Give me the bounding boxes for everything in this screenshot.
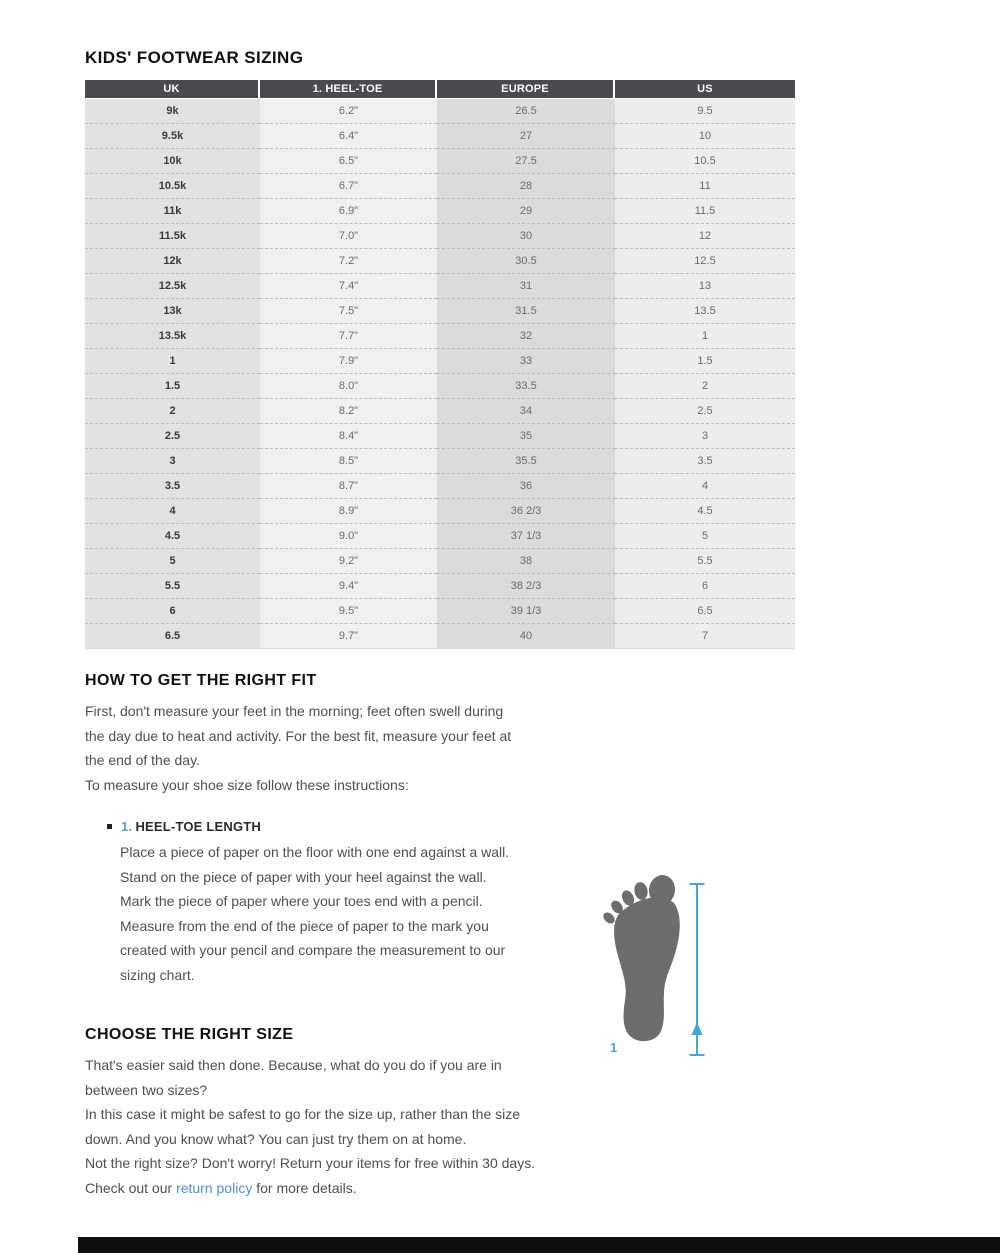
table-row bbox=[85, 349, 795, 374]
fit-paragraph-1: First, don't measure your feet in the morning; feet often swell during the day due to heat and activity. For the best fit, measure your feet at the end of the day. bbox=[85, 703, 512, 768]
table-cell-heel-toe: 9.4" bbox=[260, 574, 437, 599]
table-cell-europe: 34 bbox=[437, 399, 615, 424]
table-cell-us: 9.5 bbox=[615, 99, 795, 124]
table-row bbox=[85, 299, 795, 324]
table-cell-heel-toe: 9.0" bbox=[260, 524, 437, 549]
table-row bbox=[85, 199, 795, 224]
choose-section-copy bbox=[85, 1053, 537, 1200]
table-cell-europe: 33 bbox=[437, 349, 615, 374]
table-cell-uk: 5.5 bbox=[85, 574, 260, 599]
step-heading bbox=[107, 819, 261, 834]
table-cell-europe: 36 2/3 bbox=[437, 499, 615, 524]
return-policy-link[interactable]: return policy bbox=[176, 1179, 253, 1196]
table-cell-heel-toe: 9.7" bbox=[260, 624, 437, 649]
table-cell-uk: 6.5 bbox=[85, 624, 260, 649]
table-cell-uk: 10.5k bbox=[85, 174, 260, 199]
table-cell-uk: 11k bbox=[85, 199, 260, 224]
table-row bbox=[85, 574, 795, 599]
table-cell-uk: 12.5k bbox=[85, 274, 260, 299]
table-cell-heel-toe: 8.4" bbox=[260, 424, 437, 449]
table-cell-europe: 28 bbox=[437, 174, 615, 199]
table-row bbox=[85, 599, 795, 624]
fit-section-heading: HOW TO GET THE RIGHT FIT bbox=[85, 672, 317, 689]
table-row bbox=[85, 99, 795, 124]
table-cell-us: 4.5 bbox=[615, 499, 795, 524]
table-cell-heel-toe: 8.0" bbox=[260, 374, 437, 399]
table-cell-us: 10 bbox=[615, 124, 795, 149]
table-cell-europe: 30 bbox=[437, 224, 615, 249]
table-cell-europe: 39 1/3 bbox=[437, 599, 615, 624]
table-cell-heel-toe: 7.7" bbox=[260, 324, 437, 349]
table-row bbox=[85, 149, 795, 174]
step-title: HEEL-TOE LENGTH bbox=[135, 819, 262, 834]
table-cell-us: 12 bbox=[615, 224, 795, 249]
table-cell-us: 2 bbox=[615, 374, 795, 399]
table-row bbox=[85, 249, 795, 274]
table-row bbox=[85, 224, 795, 249]
table-cell-us: 13 bbox=[615, 274, 795, 299]
step-instructions: Place a piece of paper on the floor with one end against a wall. Stand on the piece of paper with your heel against the wall. Mark the piece of paper where your toes end with a pencil. Measure from the end of the piece of paper to the mark you created with your pencil and compare the measurement to our sizing chart. bbox=[120, 844, 510, 983]
table-cell-heel-toe: 7.4" bbox=[260, 274, 437, 299]
table-row bbox=[85, 174, 795, 199]
column-header-europe: EUROPE bbox=[437, 80, 615, 98]
table-cell-uk: 2.5 bbox=[85, 424, 260, 449]
table-cell-europe: 31 bbox=[437, 274, 615, 299]
page-title: KIDS' FOOTWEAR SIZING bbox=[85, 48, 304, 67]
table-cell-europe: 33.5 bbox=[437, 374, 615, 399]
diagram-step-label: 1 bbox=[610, 1040, 618, 1055]
table-cell-uk: 9k bbox=[85, 99, 260, 124]
table-cell-us: 6 bbox=[615, 574, 795, 599]
choose-paragraph-3-before: Not the right size? Don't worry! Return your items for free within 30 days. Check out our bbox=[85, 1155, 536, 1196]
table-cell-uk: 13.5k bbox=[85, 324, 260, 349]
table-cell-europe: 38 2/3 bbox=[437, 574, 615, 599]
table-cell-us: 4 bbox=[615, 474, 795, 499]
table-cell-us: 11.5 bbox=[615, 199, 795, 224]
table-cell-heel-toe: 8.5" bbox=[260, 449, 437, 474]
table-cell-uk: 1 bbox=[85, 349, 260, 374]
table-row bbox=[85, 124, 795, 149]
sizing-table-header bbox=[85, 80, 795, 98]
choose-paragraph-3 bbox=[85, 1151, 537, 1200]
table-row bbox=[85, 524, 795, 549]
table-cell-uk: 6 bbox=[85, 599, 260, 624]
table-cell-uk: 1.5 bbox=[85, 374, 260, 399]
table-row bbox=[85, 449, 795, 474]
bullet-square-icon bbox=[107, 824, 112, 829]
table-cell-heel-toe: 8.2" bbox=[260, 399, 437, 424]
table-cell-europe: 27.5 bbox=[437, 149, 615, 174]
table-cell-europe: 35.5 bbox=[437, 449, 615, 474]
table-cell-europe: 35 bbox=[437, 424, 615, 449]
fit-paragraph-2: To measure your shoe size follow these instructions: bbox=[85, 776, 409, 793]
table-cell-heel-toe: 6.9" bbox=[260, 199, 437, 224]
table-cell-europe: 38 bbox=[437, 549, 615, 574]
table-cell-heel-toe: 7.9" bbox=[260, 349, 437, 374]
table-cell-us: 1.5 bbox=[615, 349, 795, 374]
foot-measurement-diagram bbox=[598, 872, 710, 1062]
table-cell-heel-toe: 6.2" bbox=[260, 99, 437, 124]
table-cell-europe: 30.5 bbox=[437, 249, 615, 274]
table-cell-heel-toe: 9.5" bbox=[260, 599, 437, 624]
table-row bbox=[85, 424, 795, 449]
column-header-us: US bbox=[615, 80, 795, 98]
fit-section-copy bbox=[85, 699, 525, 797]
table-row bbox=[85, 324, 795, 349]
table-row bbox=[85, 274, 795, 299]
table-cell-heel-toe: 7.5" bbox=[260, 299, 437, 324]
table-cell-uk: 4.5 bbox=[85, 524, 260, 549]
table-cell-europe: 31.5 bbox=[437, 299, 615, 324]
table-cell-europe: 40 bbox=[437, 624, 615, 649]
sizing-table-body bbox=[85, 99, 795, 649]
table-cell-heel-toe: 6.7" bbox=[260, 174, 437, 199]
table-cell-heel-toe: 7.2" bbox=[260, 249, 437, 274]
table-cell-us: 13.5 bbox=[615, 299, 795, 324]
table-cell-uk: 12k bbox=[85, 249, 260, 274]
table-cell-us: 10.5 bbox=[615, 149, 795, 174]
table-cell-us: 5.5 bbox=[615, 549, 795, 574]
table-cell-us: 7 bbox=[615, 624, 795, 649]
table-cell-heel-toe: 8.9" bbox=[260, 499, 437, 524]
table-cell-uk: 4 bbox=[85, 499, 260, 524]
table-cell-uk: 13k bbox=[85, 299, 260, 324]
table-cell-uk: 2 bbox=[85, 399, 260, 424]
choose-section-heading: CHOOSE THE RIGHT SIZE bbox=[85, 1026, 294, 1043]
column-header-heel-toe: 1. HEEL-TOE bbox=[260, 80, 437, 98]
step-number: 1. bbox=[121, 819, 132, 834]
table-row bbox=[85, 549, 795, 574]
table-cell-heel-toe: 6.4" bbox=[260, 124, 437, 149]
choose-paragraph-3-after: for more details. bbox=[252, 1179, 357, 1196]
table-row bbox=[85, 624, 795, 649]
choose-paragraph-1: That's easier said then done. Because, what do you do if you are in between two sizes? bbox=[85, 1057, 502, 1098]
table-cell-uk: 9.5k bbox=[85, 124, 260, 149]
table-cell-europe: 27 bbox=[437, 124, 615, 149]
table-cell-us: 11 bbox=[615, 174, 795, 199]
table-row bbox=[85, 399, 795, 424]
table-row bbox=[85, 499, 795, 524]
table-cell-heel-toe: 8.7" bbox=[260, 474, 437, 499]
table-cell-uk: 3.5 bbox=[85, 474, 260, 499]
table-cell-heel-toe: 7.0" bbox=[260, 224, 437, 249]
table-cell-europe: 26.5 bbox=[437, 99, 615, 124]
table-cell-heel-toe: 9.2" bbox=[260, 549, 437, 574]
table-cell-heel-toe: 6.5" bbox=[260, 149, 437, 174]
table-cell-uk: 5 bbox=[85, 549, 260, 574]
table-cell-us: 3.5 bbox=[615, 449, 795, 474]
table-cell-us: 12.5 bbox=[615, 249, 795, 274]
table-cell-europe: 36 bbox=[437, 474, 615, 499]
table-cell-uk: 3 bbox=[85, 449, 260, 474]
table-cell-us: 1 bbox=[615, 324, 795, 349]
table-cell-us: 5 bbox=[615, 524, 795, 549]
measure-arrow-icon bbox=[692, 1022, 703, 1035]
column-header-uk: UK bbox=[85, 80, 260, 98]
foot-silhouette-icon bbox=[601, 873, 680, 1041]
table-cell-uk: 11.5k bbox=[85, 224, 260, 249]
table-row bbox=[85, 374, 795, 399]
table-cell-europe: 32 bbox=[437, 324, 615, 349]
table-cell-europe: 29 bbox=[437, 199, 615, 224]
table-cell-us: 3 bbox=[615, 424, 795, 449]
table-cell-us: 2.5 bbox=[615, 399, 795, 424]
choose-paragraph-2: In this case it might be safest to go for the size up, rather than the size down. And you know what? You can just try them on at home. bbox=[85, 1106, 521, 1147]
table-cell-uk: 10k bbox=[85, 149, 260, 174]
table-cell-europe: 37 1/3 bbox=[437, 524, 615, 549]
sizing-table bbox=[85, 80, 795, 649]
table-cell-us: 6.5 bbox=[615, 599, 795, 624]
footer-bar bbox=[78, 1237, 1000, 1253]
table-row bbox=[85, 474, 795, 499]
